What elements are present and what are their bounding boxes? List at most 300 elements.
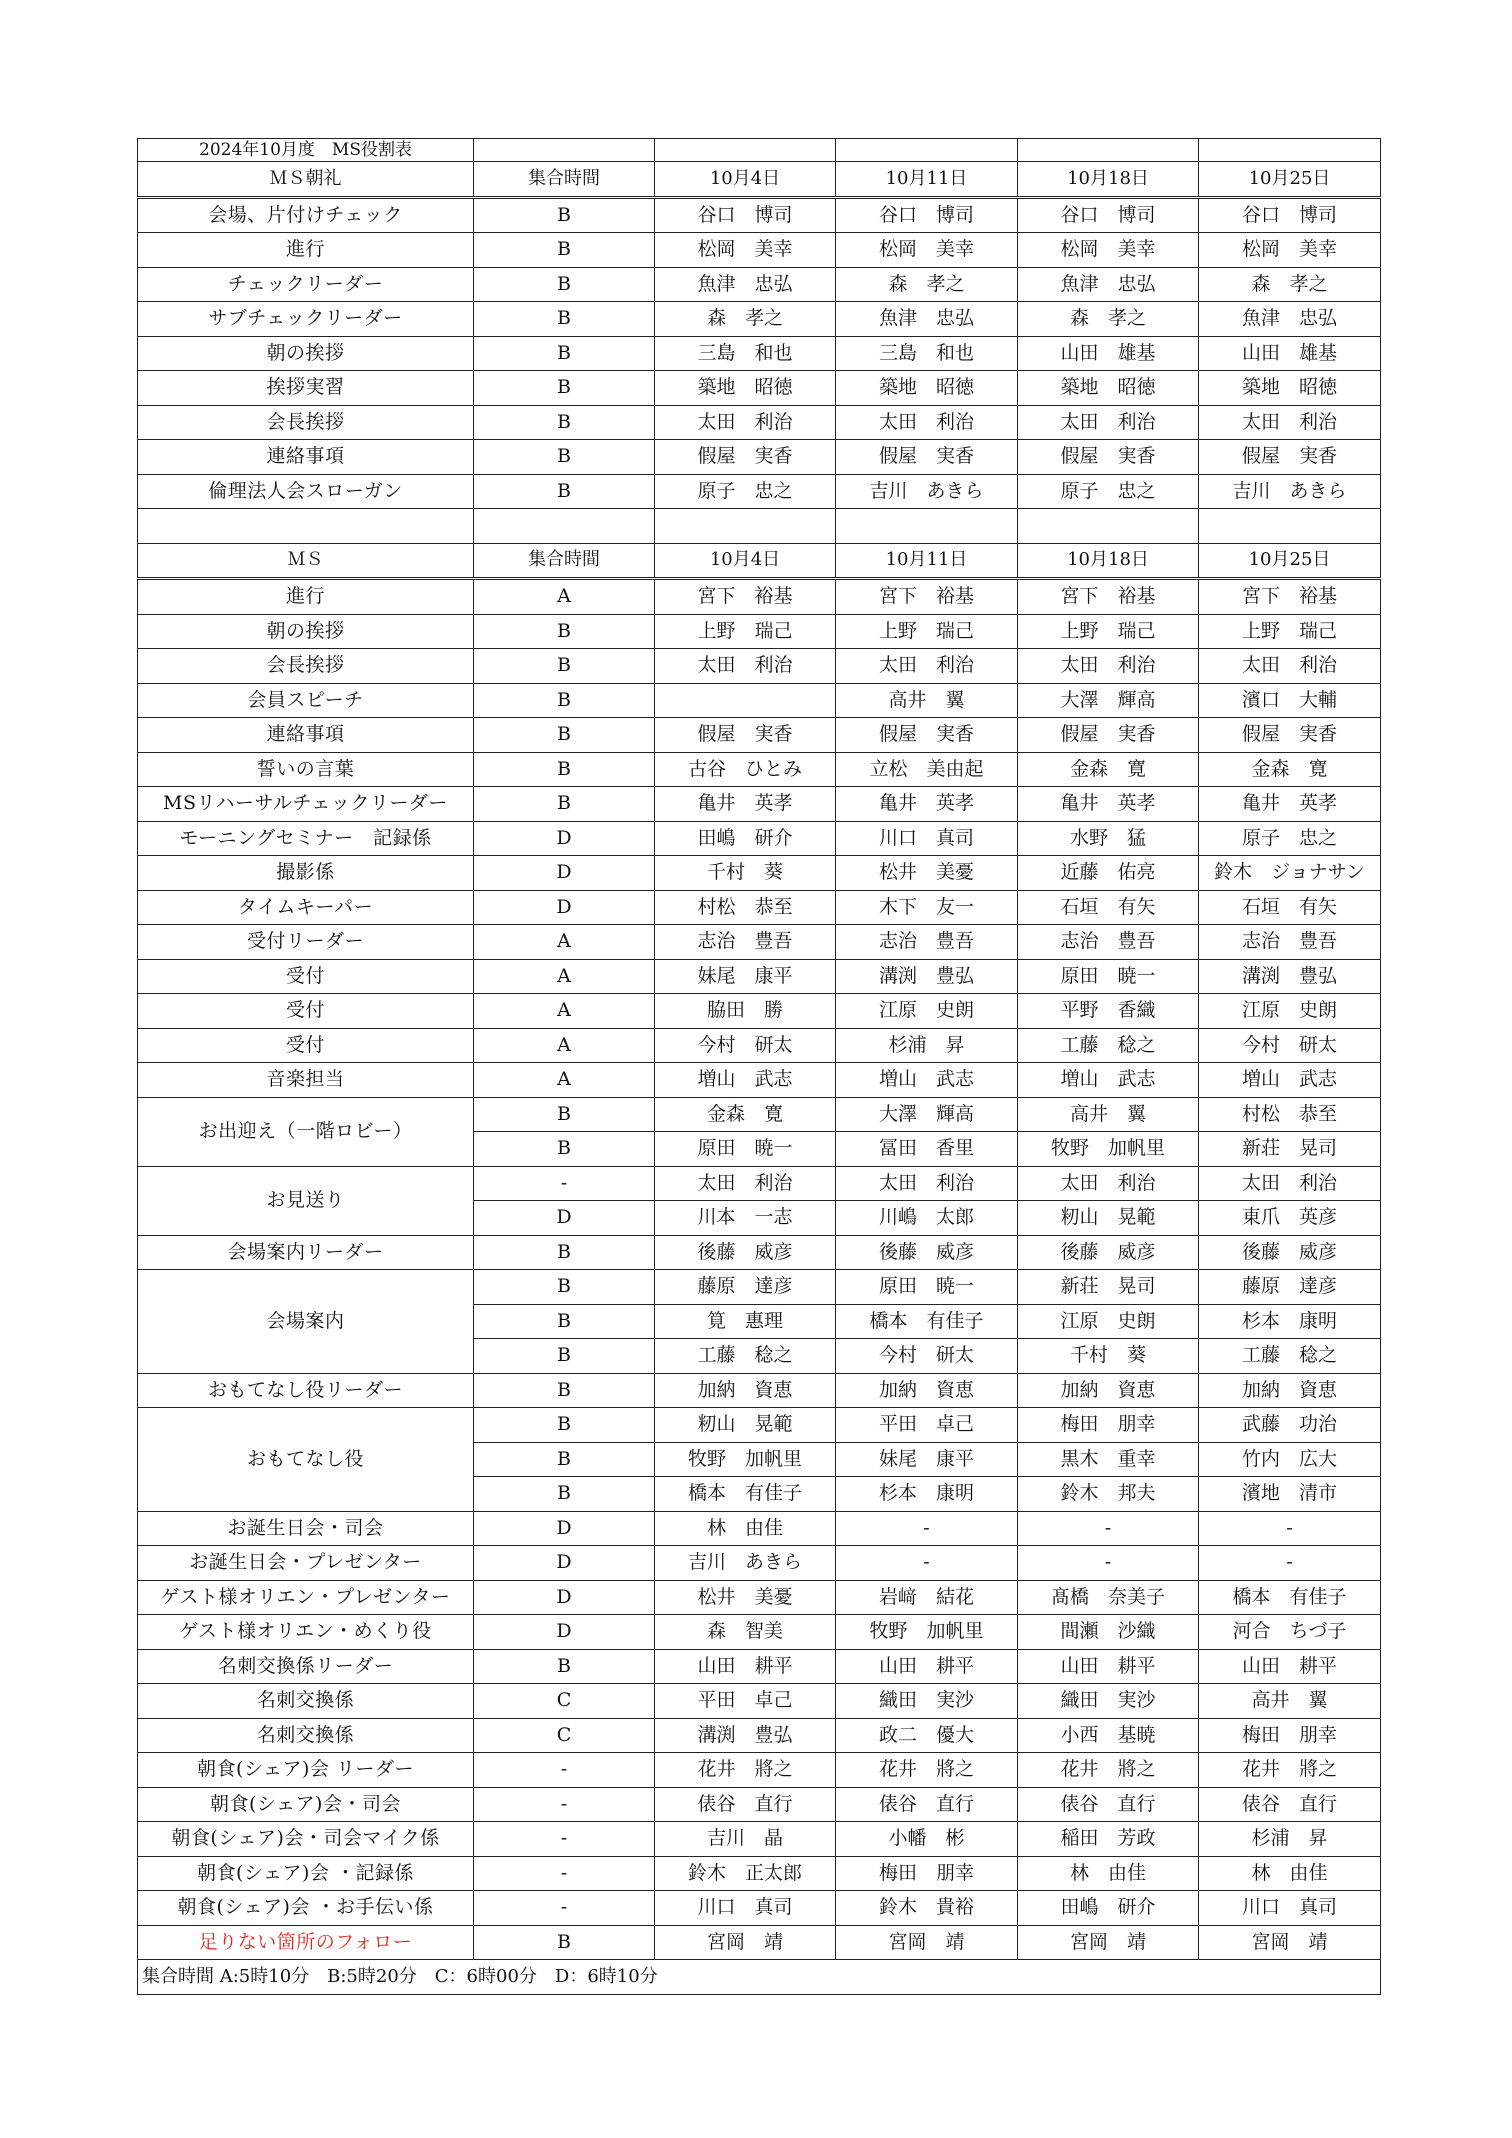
name-cell: 間瀬 沙織: [1018, 1615, 1199, 1650]
name-cell: 杉本 康明: [1199, 1304, 1381, 1339]
role-cell: 朝の挨拶: [138, 614, 474, 649]
role-cell: 足りない箇所のフォロー: [138, 1925, 474, 1960]
name-cell: 新荘 晃司: [1018, 1270, 1199, 1305]
table-row: [138, 649, 1381, 684]
role-cell: 挨拶実習: [138, 371, 474, 406]
time-cell: B: [474, 752, 655, 787]
table-row: [138, 856, 1381, 891]
role-cell: おもてなし役: [138, 1408, 474, 1512]
name-cell: 上野 瑞己: [655, 614, 836, 649]
name-cell: 江原 史朗: [1199, 994, 1381, 1029]
role-cell: 連絡事項: [138, 718, 474, 753]
table-row: [138, 474, 1381, 509]
name-cell: 牧野 加帆里: [1018, 1132, 1199, 1167]
name-cell: 竹内 広大: [1199, 1442, 1381, 1477]
name-cell: 三島 和也: [655, 336, 836, 371]
name-cell: 宮岡 靖: [1199, 1925, 1381, 1960]
time-cell: B: [474, 1339, 655, 1374]
table-row: [138, 752, 1381, 787]
name-cell: -: [1018, 1546, 1199, 1581]
name-cell: 假屋 実香: [1199, 718, 1381, 753]
name-cell: 太田 利治: [655, 1166, 836, 1201]
name-cell: 山田 雄基: [1199, 336, 1381, 371]
name-cell: 木下 友一: [836, 890, 1018, 925]
name-cell: 梅田 朋幸: [1018, 1408, 1199, 1443]
name-cell: 原子 忠之: [1199, 821, 1381, 856]
name-cell: 魚津 忠弘: [1199, 302, 1381, 337]
name-cell: 原田 暁一: [836, 1270, 1018, 1305]
name-cell: 築地 昭徳: [655, 371, 836, 406]
name-cell: 千村 葵: [1018, 1339, 1199, 1374]
name-cell: 小西 基暁: [1018, 1718, 1199, 1753]
table-row: [138, 1511, 1381, 1546]
name-cell: 鈴木 正太郎: [655, 1856, 836, 1891]
role-cell: 受付: [138, 959, 474, 994]
time-cell: -: [474, 1787, 655, 1822]
table-row: [138, 1028, 1381, 1063]
table-row: [138, 1580, 1381, 1615]
sheet-title: 2024年10月度 MS役割表: [138, 139, 474, 162]
time-cell: D: [474, 821, 655, 856]
table-row: [138, 1822, 1381, 1857]
time-cell: B: [474, 474, 655, 509]
table-row: [138, 683, 1381, 718]
name-cell: 松井 美憂: [836, 856, 1018, 891]
role-cell: 朝食(シェア)会 ・お手伝い係: [138, 1891, 474, 1926]
name-cell: 河合 ちづ子: [1199, 1615, 1381, 1650]
role-cell: 音楽担当: [138, 1063, 474, 1098]
table-row: [138, 787, 1381, 822]
name-cell: 加納 資恵: [836, 1373, 1018, 1408]
name-cell: 橋本 有佳子: [655, 1477, 836, 1512]
name-cell: 假屋 実香: [655, 440, 836, 475]
name-cell: 志治 豊吾: [1018, 925, 1199, 960]
name-cell: 松井 美憂: [655, 1580, 836, 1615]
date-header: 10月18日: [1018, 543, 1199, 579]
name-cell: 脇田 勝: [655, 994, 836, 1029]
name-cell: 魚津 忠弘: [1018, 267, 1199, 302]
name-cell: 杉浦 昇: [836, 1028, 1018, 1063]
name-cell: 牧野 加帆里: [655, 1442, 836, 1477]
role-cell: 名刺交換係: [138, 1684, 474, 1719]
name-cell: 溝渕 豊弘: [1199, 959, 1381, 994]
name-cell: 立松 美由起: [836, 752, 1018, 787]
name-cell: 原田 暁一: [655, 1132, 836, 1167]
name-cell: 假屋 実香: [655, 718, 836, 753]
name-cell: 大澤 輝高: [1018, 683, 1199, 718]
name-cell: 溝渕 豊弘: [655, 1718, 836, 1753]
name-cell: 増山 武志: [1199, 1063, 1381, 1098]
name-cell: 森 孝之: [1199, 267, 1381, 302]
name-cell: 川口 真司: [655, 1891, 836, 1926]
section-header-row: [138, 543, 1381, 579]
table-row: [138, 718, 1381, 753]
name-cell: 東爪 英彦: [1199, 1201, 1381, 1236]
table-row: [138, 1235, 1381, 1270]
role-cell: 進行: [138, 579, 474, 615]
role-cell: お出迎え（一階ロビー）: [138, 1097, 474, 1166]
table-row: [138, 405, 1381, 440]
name-cell: 吉川 あきら: [655, 1546, 836, 1581]
name-cell: 松岡 美幸: [655, 233, 836, 268]
name-cell: 宮下 裕基: [655, 579, 836, 615]
time-cell: B: [474, 1304, 655, 1339]
name-cell: 宮下 裕基: [836, 579, 1018, 615]
name-cell: 石垣 有矢: [1199, 890, 1381, 925]
name-cell: 花井 將之: [655, 1753, 836, 1788]
name-cell: 花井 將之: [836, 1753, 1018, 1788]
time-cell: B: [474, 1408, 655, 1443]
name-cell: 假屋 実香: [836, 718, 1018, 753]
name-cell: 林 由佳: [1018, 1856, 1199, 1891]
name-cell: 谷口 博司: [655, 197, 836, 233]
footer-row: [138, 1960, 1381, 1995]
role-cell: 名刺交換係: [138, 1718, 474, 1753]
name-cell: 志治 豊吾: [836, 925, 1018, 960]
name-cell: 俵谷 直行: [836, 1787, 1018, 1822]
empty-cell: [836, 509, 1018, 544]
name-cell: 大澤 輝高: [836, 1097, 1018, 1132]
name-cell: 太田 利治: [1199, 649, 1381, 684]
role-cell: 受付: [138, 994, 474, 1029]
role-cell: 会場案内リーダー: [138, 1235, 474, 1270]
name-cell: 金森 寛: [1018, 752, 1199, 787]
table-row: [138, 890, 1381, 925]
name-cell: 志治 豊吾: [1199, 925, 1381, 960]
table-row: [138, 1925, 1381, 1960]
role-cell: 朝食(シェア)会 ・記録係: [138, 1856, 474, 1891]
empty-cell: [1199, 509, 1381, 544]
role-cell: 朝食(シェア)会 リーダー: [138, 1753, 474, 1788]
name-cell: 太田 利治: [836, 1166, 1018, 1201]
role-cell: 連絡事項: [138, 440, 474, 475]
time-cell: A: [474, 1028, 655, 1063]
time-cell: B: [474, 1373, 655, 1408]
time-cell: B: [474, 197, 655, 233]
name-cell: 平野 香織: [1018, 994, 1199, 1029]
time-cell: -: [474, 1891, 655, 1926]
role-cell: 会場、片付けチェック: [138, 197, 474, 233]
name-cell: 宮岡 靖: [836, 1925, 1018, 1960]
name-cell: -: [1199, 1511, 1381, 1546]
name-cell: 水野 猛: [1018, 821, 1199, 856]
table-row: [138, 959, 1381, 994]
name-cell: 宮岡 靖: [655, 1925, 836, 1960]
time-cell: A: [474, 579, 655, 615]
role-cell: 受付リーダー: [138, 925, 474, 960]
name-cell: 妹尾 康平: [836, 1442, 1018, 1477]
name-cell: 花井 將之: [1018, 1753, 1199, 1788]
name-cell: 原子 忠之: [1018, 474, 1199, 509]
name-cell: 林 由佳: [655, 1511, 836, 1546]
name-cell: 古谷 ひとみ: [655, 752, 836, 787]
name-cell: 谷口 博司: [836, 197, 1018, 233]
name-cell: 宮岡 靖: [1018, 1925, 1199, 1960]
role-cell: 会長挨拶: [138, 405, 474, 440]
name-cell: 三島 和也: [836, 336, 1018, 371]
name-cell: 籾山 晃範: [1018, 1201, 1199, 1236]
ms-role-table: [137, 138, 1381, 1995]
name-cell: -: [1199, 1546, 1381, 1581]
role-cell: お誕生日会・司会: [138, 1511, 474, 1546]
time-cell: A: [474, 1063, 655, 1098]
name-cell: 築地 昭徳: [836, 371, 1018, 406]
table-row: [138, 821, 1381, 856]
time-cell: B: [474, 1477, 655, 1512]
name-cell: 高井 翼: [1018, 1097, 1199, 1132]
name-cell: 亀井 英孝: [1018, 787, 1199, 822]
name-cell: 政二 優大: [836, 1718, 1018, 1753]
name-cell: 林 由佳: [1199, 1856, 1381, 1891]
empty-cell: [138, 509, 474, 544]
name-cell: 近藤 佑亮: [1018, 856, 1199, 891]
table-row: [138, 614, 1381, 649]
name-cell: 石垣 有矢: [1018, 890, 1199, 925]
role-cell: おもてなし役リーダー: [138, 1373, 474, 1408]
date-header: 10月18日: [1018, 162, 1199, 198]
name-cell: 太田 利治: [836, 649, 1018, 684]
name-cell: 亀井 英孝: [836, 787, 1018, 822]
empty-cell: [655, 509, 836, 544]
table-row: [138, 336, 1381, 371]
name-cell: 山田 耕平: [1018, 1649, 1199, 1684]
name-cell: 太田 利治: [1018, 649, 1199, 684]
role-cell: MSリハーサルチェックリーダー: [138, 787, 474, 822]
name-cell: -: [836, 1511, 1018, 1546]
name-cell: 濱地 清市: [1199, 1477, 1381, 1512]
role-cell: モーニングセミナー 記録係: [138, 821, 474, 856]
table-row: [138, 440, 1381, 475]
name-cell: 假屋 実香: [1199, 440, 1381, 475]
name-cell: 岩﨑 結花: [836, 1580, 1018, 1615]
name-cell: 森 孝之: [836, 267, 1018, 302]
table-row: [138, 233, 1381, 268]
time-cell: B: [474, 614, 655, 649]
name-cell: 森 孝之: [1018, 302, 1199, 337]
time-cell: -: [474, 1856, 655, 1891]
time-cell: B: [474, 1235, 655, 1270]
name-cell: 橋本 有佳子: [1199, 1580, 1381, 1615]
name-cell: 工藤 稔之: [1199, 1339, 1381, 1374]
name-cell: 藤原 達彦: [1199, 1270, 1381, 1305]
name-cell: 宮下 裕基: [1018, 579, 1199, 615]
name-cell: 谷口 博司: [1018, 197, 1199, 233]
name-cell: 魚津 忠弘: [836, 302, 1018, 337]
name-cell: 上野 瑞己: [1199, 614, 1381, 649]
name-cell: [655, 683, 836, 718]
role-cell: チェックリーダー: [138, 267, 474, 302]
name-cell: 高井 翼: [1199, 1684, 1381, 1719]
role-cell: 会員スピーチ: [138, 683, 474, 718]
name-cell: 濱口 大輔: [1199, 683, 1381, 718]
role-cell: 倫理法人会スローガン: [138, 474, 474, 509]
name-cell: 宮下 裕基: [1199, 579, 1381, 615]
name-cell: 後藤 威彦: [655, 1235, 836, 1270]
spacer-row: [138, 509, 1381, 544]
table-row: [138, 994, 1381, 1029]
table-row: [138, 1408, 1381, 1443]
name-cell: 森 孝之: [655, 302, 836, 337]
table-row: [138, 302, 1381, 337]
name-cell: 原子 忠之: [655, 474, 836, 509]
name-cell: 村松 恭至: [655, 890, 836, 925]
table-row: [138, 1166, 1381, 1201]
name-cell: 後藤 威彦: [1018, 1235, 1199, 1270]
name-cell: -: [836, 1546, 1018, 1581]
role-cell: お見送り: [138, 1166, 474, 1235]
empty-cell: [474, 139, 655, 162]
table-row: [138, 267, 1381, 302]
name-cell: 金森 寛: [655, 1097, 836, 1132]
name-cell: 太田 利治: [1018, 1166, 1199, 1201]
time-cell: B: [474, 1097, 655, 1132]
time-cell: B: [474, 1132, 655, 1167]
name-cell: 川嶋 太郎: [836, 1201, 1018, 1236]
date-header: 10月11日: [836, 162, 1018, 198]
time-cell: B: [474, 1442, 655, 1477]
name-cell: 太田 利治: [1199, 1166, 1381, 1201]
name-cell: 川本 一志: [655, 1201, 836, 1236]
name-cell: 杉浦 昇: [1199, 1822, 1381, 1857]
name-cell: 小幡 彬: [836, 1822, 1018, 1857]
name-cell: 新荘 晃司: [1199, 1132, 1381, 1167]
name-cell: 俵谷 直行: [1199, 1787, 1381, 1822]
time-cell: B: [474, 649, 655, 684]
title-row: [138, 139, 1381, 162]
name-cell: 後藤 威彦: [836, 1235, 1018, 1270]
name-cell: 加納 資恵: [655, 1373, 836, 1408]
name-cell: 田嶋 研介: [655, 821, 836, 856]
name-cell: 太田 利治: [1199, 405, 1381, 440]
time-cell: B: [474, 267, 655, 302]
time-cell: D: [474, 1580, 655, 1615]
role-cell: 会長挨拶: [138, 649, 474, 684]
time-cell: D: [474, 1546, 655, 1581]
role-cell: 進行: [138, 233, 474, 268]
name-cell: 妹尾 康平: [655, 959, 836, 994]
empty-cell: [1199, 139, 1381, 162]
name-cell: 山田 耕平: [1199, 1649, 1381, 1684]
name-cell: 森 智美: [655, 1615, 836, 1650]
name-cell: 吉川 晶: [655, 1822, 836, 1857]
name-cell: 今村 研太: [1199, 1028, 1381, 1063]
table-row: [138, 1787, 1381, 1822]
time-header: 集合時間: [474, 162, 655, 198]
time-cell: D: [474, 1615, 655, 1650]
name-cell: 山田 耕平: [836, 1649, 1018, 1684]
role-cell: サブチェックリーダー: [138, 302, 474, 337]
name-cell: 假屋 実香: [1018, 718, 1199, 753]
name-cell: 千村 葵: [655, 856, 836, 891]
time-cell: B: [474, 302, 655, 337]
role-cell: ゲスト様オリエン・プレゼンター: [138, 1580, 474, 1615]
date-header: 10月25日: [1199, 162, 1381, 198]
name-cell: 田嶋 研介: [1018, 1891, 1199, 1926]
time-cell: B: [474, 233, 655, 268]
role-cell: お誕生日会・プレゼンター: [138, 1546, 474, 1581]
name-cell: 髙橋 奈美子: [1018, 1580, 1199, 1615]
name-cell: 魚津 忠弘: [655, 267, 836, 302]
time-cell: D: [474, 1201, 655, 1236]
name-cell: 吉川 あきら: [836, 474, 1018, 509]
time-cell: B: [474, 336, 655, 371]
date-header: 10月11日: [836, 543, 1018, 579]
empty-cell: [1018, 509, 1199, 544]
name-cell: 今村 研太: [655, 1028, 836, 1063]
name-cell: 武藤 功治: [1199, 1408, 1381, 1443]
table-row: [138, 925, 1381, 960]
time-cell: B: [474, 787, 655, 822]
time-cell: B: [474, 405, 655, 440]
section-header: ＭＳ: [138, 543, 474, 579]
name-cell: 織田 実沙: [1018, 1684, 1199, 1719]
name-cell: 鈴木 貴裕: [836, 1891, 1018, 1926]
name-cell: 亀井 英孝: [1199, 787, 1381, 822]
time-cell: C: [474, 1684, 655, 1719]
name-cell: 橋本 有佳子: [836, 1304, 1018, 1339]
name-cell: 梅田 朋幸: [836, 1856, 1018, 1891]
date-header: 10月25日: [1199, 543, 1381, 579]
role-cell: 朝食(シェア)会・司会: [138, 1787, 474, 1822]
time-cell: B: [474, 440, 655, 475]
name-cell: 假屋 実香: [1018, 440, 1199, 475]
name-cell: 俵谷 直行: [655, 1787, 836, 1822]
time-cell: B: [474, 1649, 655, 1684]
name-cell: 増山 武志: [836, 1063, 1018, 1098]
time-cell: D: [474, 856, 655, 891]
table-row: [138, 1856, 1381, 1891]
table-row: [138, 1097, 1381, 1132]
role-cell: 朝食(シェア)会・司会マイク係: [138, 1822, 474, 1857]
table-row: [138, 1270, 1381, 1305]
table-row: [138, 1649, 1381, 1684]
name-cell: 今村 研太: [836, 1339, 1018, 1374]
name-cell: 平田 卓己: [655, 1684, 836, 1719]
name-cell: 太田 利治: [836, 405, 1018, 440]
name-cell: 築地 昭徳: [1199, 371, 1381, 406]
name-cell: 亀井 英孝: [655, 787, 836, 822]
date-header: 10月4日: [655, 162, 836, 198]
name-cell: 村松 恭至: [1199, 1097, 1381, 1132]
name-cell: 高井 翼: [836, 683, 1018, 718]
name-cell: 牧野 加帆里: [836, 1615, 1018, 1650]
time-cell: B: [474, 1925, 655, 1960]
table-row: [138, 371, 1381, 406]
time-cell: -: [474, 1753, 655, 1788]
name-cell: 加納 資恵: [1199, 1373, 1381, 1408]
role-cell: 撮影係: [138, 856, 474, 891]
name-cell: 川口 真司: [1199, 1891, 1381, 1926]
name-cell: 増山 武志: [655, 1063, 836, 1098]
name-cell: 工藤 稔之: [1018, 1028, 1199, 1063]
time-header: 集合時間: [474, 543, 655, 579]
name-cell: 俵谷 直行: [1018, 1787, 1199, 1822]
name-cell: 黒木 重幸: [1018, 1442, 1199, 1477]
role-cell: タイムキーパー: [138, 890, 474, 925]
name-cell: 加納 資恵: [1018, 1373, 1199, 1408]
time-cell: D: [474, 890, 655, 925]
role-cell: 会場案内: [138, 1270, 474, 1374]
name-cell: 鈴木 邦夫: [1018, 1477, 1199, 1512]
name-cell: 後藤 威彦: [1199, 1235, 1381, 1270]
name-cell: 金森 寛: [1199, 752, 1381, 787]
name-cell: 梅田 朋幸: [1199, 1718, 1381, 1753]
time-cell: A: [474, 959, 655, 994]
table-row: [138, 1891, 1381, 1926]
time-cell: B: [474, 371, 655, 406]
section-header-row: [138, 162, 1381, 198]
name-cell: 假屋 実香: [836, 440, 1018, 475]
